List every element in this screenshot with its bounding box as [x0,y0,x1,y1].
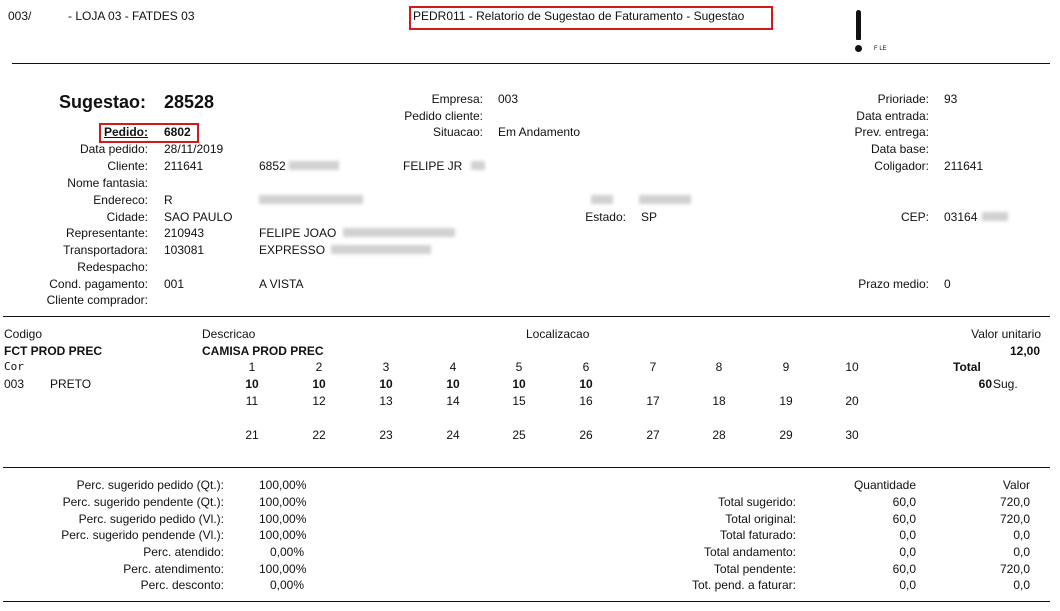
cidade-value: SAO PAULO [164,210,233,224]
size-header: 4 [449,360,457,374]
cor-label: Cor [4,360,24,373]
data-pedido-value: 28/11/2019 [164,142,224,156]
quantidade-header: Quantidade [853,478,916,492]
summary-value: 100,00% [259,478,307,492]
size-header: 30 [845,428,859,442]
redespacho-label: Redespacho: [77,260,148,274]
cliente-comprador-label: Cliente comprador: [46,293,148,307]
transportadora-label: Transportadora: [63,243,148,257]
cor-codigo: 003 [4,377,25,391]
situacao-label: Situacao: [432,125,483,139]
size-header: 5 [515,360,523,374]
size-header: 29 [779,428,793,442]
report-title: PEDR011 - Relatorio de Sugestao de Faturamento - Sugestao [413,9,745,23]
prioridade-label: Prioriade: [877,92,929,106]
size-header: 21 [245,428,259,442]
prioridade-value: 93 [944,92,958,106]
localizacao-header: Localizacao [526,327,590,341]
redacted-text [591,195,613,204]
empresa-value: 003 [498,92,519,106]
size-header: 12 [312,394,326,408]
total-label-row: Total pendente: [713,562,796,576]
redacted-text [982,212,1008,221]
size-header: 1 [248,360,256,374]
coligador-value: 211641 [944,159,984,173]
summary-value: 100,00% [259,512,307,526]
representante-value: 210943 [164,226,205,240]
size-header: 2 [315,360,323,374]
valor-unitario-header: Valor unitario [971,327,1041,341]
empresa-label: Empresa: [431,92,483,106]
transportadora-value: 103081 [164,243,205,257]
summary-label: Perc. atendimento: [123,562,224,576]
pedido-value: 6802 [164,125,191,139]
divider [12,63,1050,64]
sugestao-label: Sugestao: [59,92,147,112]
summary-value: 100,00% [259,528,307,542]
transportadora-nome: EXPRESSO [259,243,326,257]
total-label-row: Total sugerido: [717,495,796,509]
size-header: 25 [512,428,526,442]
report-code: 003/ [8,9,32,23]
size-header: 9 [782,360,790,374]
quantity-cell: 10 [446,377,460,391]
total-valor: 0,0 [1013,528,1030,542]
valor-header: Valor [1002,478,1030,492]
total-label-row: Total original: [725,512,796,526]
total-unit: Sug. [993,377,1018,391]
logo-label: F LE [874,46,887,52]
estado-value: SP [641,210,658,224]
redacted-text [331,245,431,254]
coligador-label: Coligador: [874,159,929,173]
store-name: - LOJA 03 - FATDES 03 [68,9,195,23]
summary-value: 0,00% [270,578,305,592]
cliente-nome: FELIPE JR [403,159,463,173]
divider [3,316,1050,317]
total-label-row: Total andamento: [703,545,796,559]
size-header: 11 [245,394,259,408]
data-base-label: Data base: [870,142,929,156]
representante-label: Representante: [65,226,148,240]
cond-pagamento-desc: A VISTA [259,277,304,291]
size-header: 17 [646,394,660,408]
total-qtd: 0,0 [899,545,916,559]
quantity-cell: 10 [379,377,393,391]
product-codigo: FCT PROD PREC [4,344,103,358]
quantity-cell: 10 [245,377,259,391]
prazo-medio-label: Prazo medio: [858,277,929,291]
prev-entrega-label: Prev. entrega: [854,125,929,139]
size-header: 20 [845,394,859,408]
quantity-cell: 10 [579,377,593,391]
cep-value: 03164 [944,210,978,224]
size-header: 7 [649,360,657,374]
cliente-label: Cliente: [107,159,148,173]
codigo-header: Codigo [4,327,43,341]
summary-value: 100,00% [259,495,307,509]
pedido-cliente-label: Pedido cliente: [404,109,483,123]
size-header: 19 [779,394,793,408]
divider [3,467,1050,468]
total-valor: 720,0 [999,495,1030,509]
quantity-cell: 10 [312,377,326,391]
total-valor: 0,0 [1013,578,1030,592]
total-qtd: 60,0 [892,562,916,576]
endereco-value: R [164,193,173,207]
size-header: 24 [446,428,460,442]
size-header: 15 [512,394,526,408]
total-qtd: 0,0 [899,578,916,592]
summary-label: Perc. sugerido pendente (Qt.): [62,495,224,509]
size-header: 3 [382,360,390,374]
cep-label: CEP: [900,210,929,224]
redacted-text [259,195,363,204]
size-header: 18 [712,394,726,408]
total-qtd: 60,0 [892,495,916,509]
cond-pagamento-value: 001 [164,277,185,291]
size-header: 28 [712,428,726,442]
summary-label: Perc. sugerido pedido (Vl.): [78,512,224,526]
data-pedido-label: Data pedido: [79,142,148,156]
total-qtd: 60,0 [892,512,916,526]
summary-label: Perc. sugerido pendende (Vl.): [61,528,224,542]
size-header: 13 [379,394,393,408]
cor-nome: PRETO [50,377,92,391]
total-qtd: 0,0 [899,528,916,542]
redacted-text [639,195,691,204]
cliente-codigo: 6852 [259,159,286,173]
cidade-label: Cidade: [106,210,148,224]
situacao-value: Em Andamento [498,125,581,139]
cliente-value: 211641 [164,159,204,173]
divider [3,601,1050,602]
total-value: 60 [978,377,992,391]
size-header: 26 [579,428,593,442]
representante-nome: FELIPE JOAO [259,226,337,240]
total-valor: 0,0 [1013,545,1030,559]
total-valor: 720,0 [999,562,1030,576]
total-valor: 720,0 [999,512,1030,526]
data-entrada-label: Data entrada: [856,109,929,123]
size-header: 16 [579,394,593,408]
product-descricao: CAMISA PROD PREC [202,344,324,358]
summary-value: 0,00% [270,545,305,559]
total-label: Total [953,360,981,374]
size-header: 6 [582,360,590,374]
cond-pagamento-label: Cond. pagamento: [49,277,148,291]
summary-value: 100,00% [259,562,307,576]
product-valor: 12,00 [1009,344,1040,358]
redacted-text [289,161,339,170]
prazo-medio-value: 0 [944,277,951,291]
estado-label: Estado: [585,210,626,224]
size-header: 22 [312,428,326,442]
endereco-label: Endereco: [93,193,148,207]
size-header: 8 [715,360,723,374]
descricao-header: Descricao [202,327,256,341]
quantity-cell: 10 [512,377,526,391]
size-header: 10 [845,360,859,374]
redacted-text [343,228,455,237]
total-label-row: Total faturado: [719,528,796,542]
size-header: 23 [379,428,393,442]
summary-label: Perc. sugerido pedido (Qt.): [76,478,224,492]
sugestao-value: 28528 [164,92,215,112]
nome-fantasia-label: Nome fantasia: [67,176,148,190]
summary-label: Perc. atendido: [143,545,224,559]
total-label-row: Tot. pend. a faturar: [691,578,796,592]
size-header: 14 [446,394,460,408]
size-header: 27 [646,428,660,442]
summary-label: Perc. desconto: [140,578,224,592]
redacted-text [471,161,485,170]
pedido-label: Pedido: [104,125,148,139]
